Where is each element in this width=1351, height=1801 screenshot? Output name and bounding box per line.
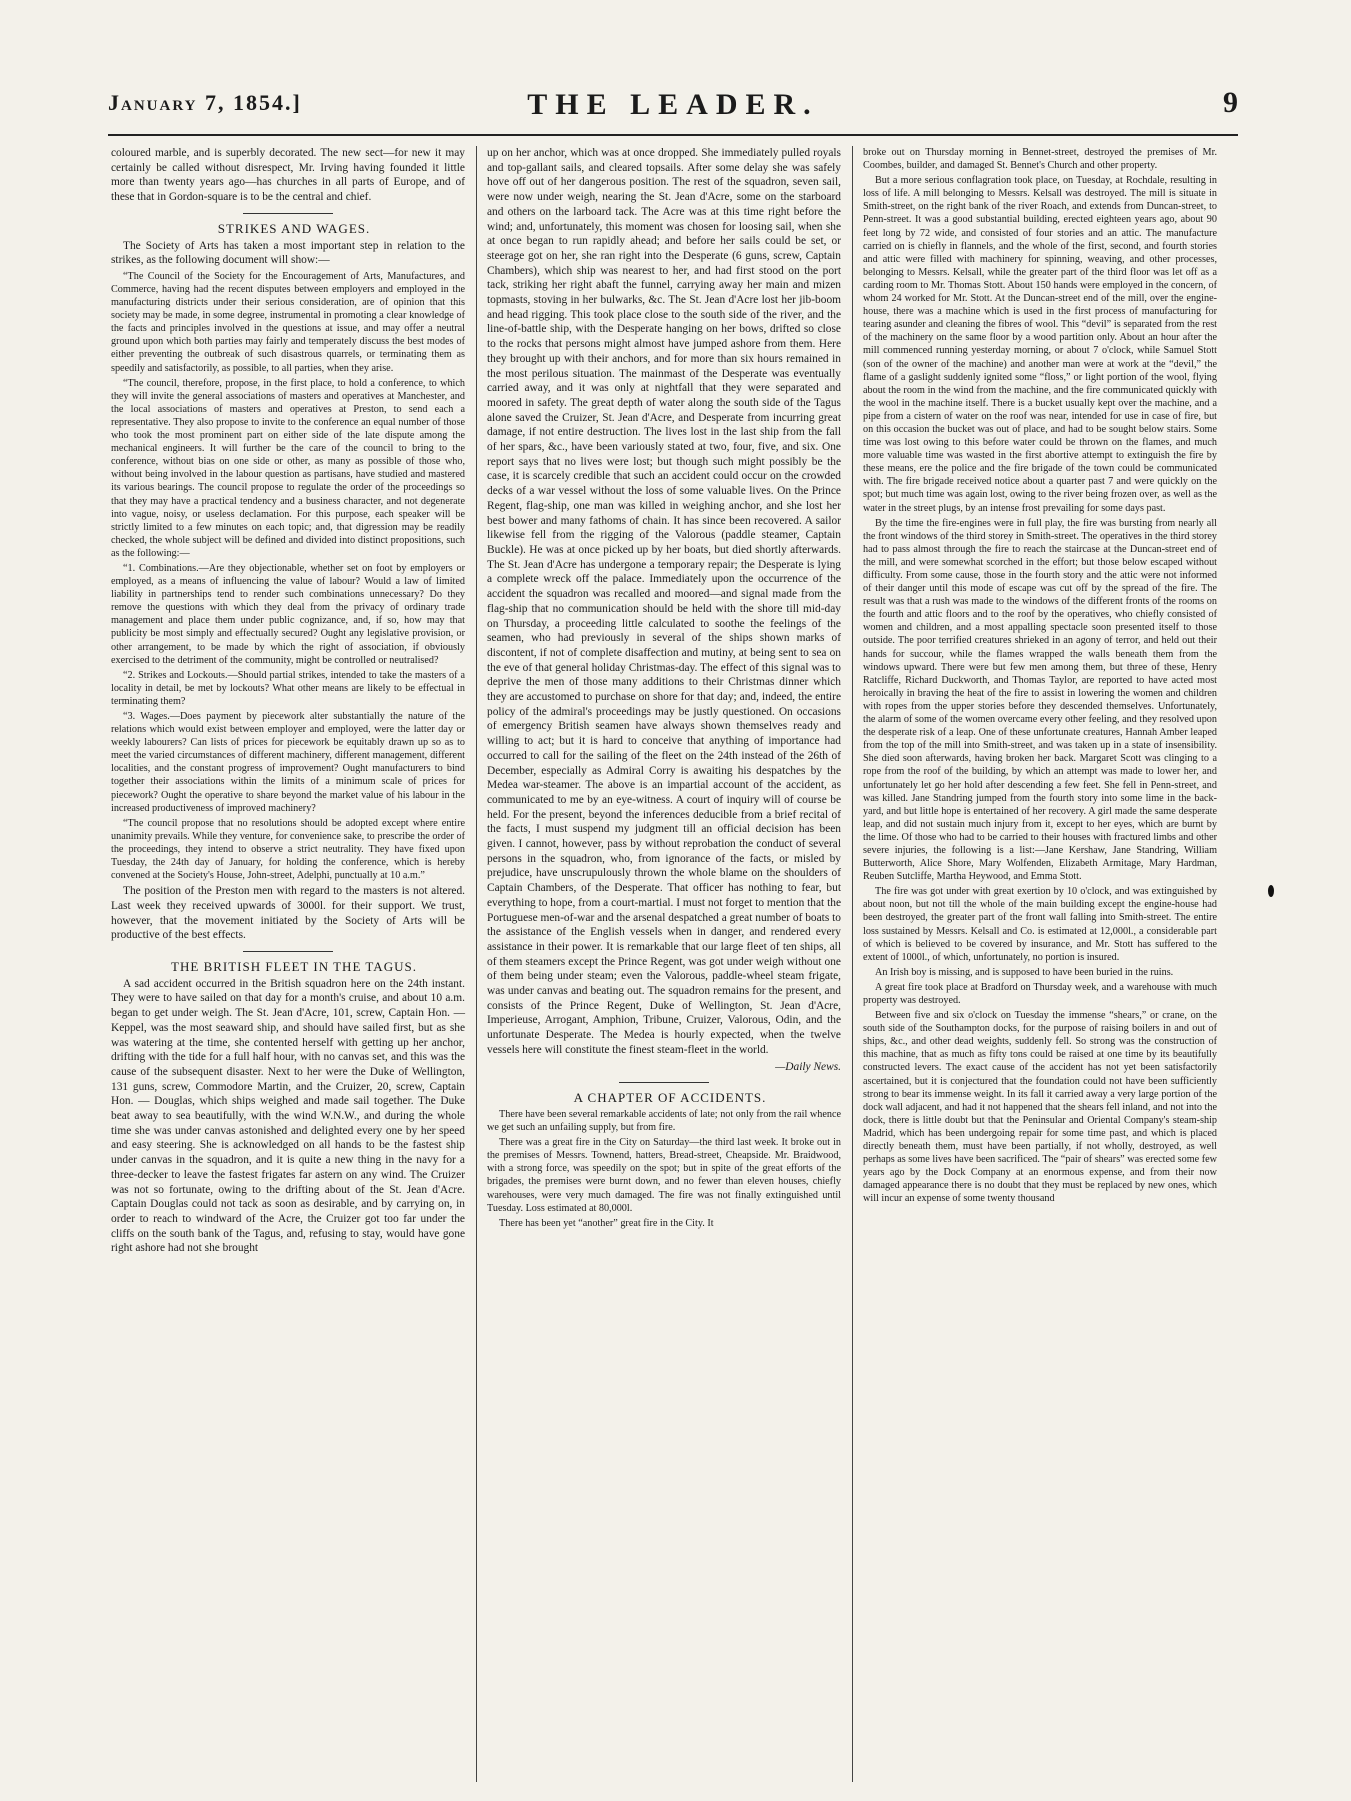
ink-blot [1268, 885, 1274, 897]
quoted-text: “The Council of the Society for the Encouragement of Arts, Manufactures, and Commerce, having had the recent disputes between employers and employed in the manufacturing districts under their serious consideration, are of opinion that this society may be made, in some degree, instrumental in promoting a clear knowledge of the facts and principles involved in the questions at issue, and may offer a neutral ground upon which both parties may fairly and temperately discuss the best modes of either preventing the outbreak of such disastrous quarrels, or terminating them as speedily and satisfactorily, as possible, to all parties, when they arise. [111, 270, 465, 374]
quoted-text: “1. Combinations.—Are they objectionable, whether set on foot by employers or employed, as a means of influencing the value of labour? Would a law of limited liability in partnerships tend to render such combinations unnecessary? Do they remove the questions with which they deal from the privacy of ordinary trade management and place them under public cognizance, and, if so, how may that publicity be most simply and effectually secured? Ought any legislative provision, or other arrangement, to be made by which the right of association, if obviously exercised to the detriment of the community, might be controlled or neutralised? [111, 562, 465, 666]
quoted-text: “3. Wages.—Does payment by piecework alter substantially the nature of the relations which would exist between employer and employed, were the latter day or weekly labourers? Can lists of prices for piecework be equitably drawn up so as to meet the varied circumstances of different machinery, different management, different localities, and the constant progress of improvement? Ought manufacturers to bind together their associations within the limits of a minimum scale of prices for piecework? Ought the operative to share beyond the market value of his labour in the increased productiveness of improved machinery? [111, 711, 465, 814]
column-divider [852, 146, 853, 1782]
quoted-text: “The council propose that no resolutions should be adopted except where entire unanimity prevails. While they venture, for convenience sake, to prescribe the order of the proceedings, they intend to observe a strict neutrality. They have fixed upon Tuesday, the 24th day of January, for holding the conference, which is hereby convened at the Society's House, John-street, Adelphi, punctually at 10 a.m.” [111, 817, 465, 882]
column-2 [487, 146, 841, 1232]
section-rule [619, 1082, 709, 1083]
quoted-text: “2. Strikes and Lockouts.—Should partial strikes, intended to take the masters of a locality in detail, be met by lockouts? What other means are likely to be effectual in terminating them? [111, 669, 465, 707]
article-text: up on her anchor, which was at once dropped. She immediately pulled royals and top-gallant sails, and cleared topsails. After some delay she was safely hove off out of her dangerous position. The rest of the squadron, seven sail, were now under weigh, nearing the St. Jean d'Acre, some on the starboard and others on the larboard tack. The Acre was at this time right before the wind; and, unfortunately, this moment was chosen for loosing sail, when she at once began to run rapidly ahead; and before her sails could be set, or steerage got on her, she ran right into the Desperate (6 guns, screw, Captain Chambers), which ship was nearest to her, and had first stood on the port tack, striking her right abaft the funnel, carrying away her main and mizen topmasts, stoving in her bulwarks, &c. The St. Jean d'Acre lost her jib-boom and head rigging. This took place close to the south side of the river, and the line-of-battle ship, with the Desperate hanging on her bows, drifted so close to the rocks that persons might almost have jumped ashore from them. Here they brought up with their anchors, and for more than six hours remained in the most perilous situation. The mainmast of the Desperate was eventually carried away, and it was only at nightfall that they were separated and moored in safety. The great depth of water along the south side of the Tagus alone saved the Cruizer, St. Jean d'Acre, and Desperate from incurring great damage, if not entire destruction. The lives lost in the last ship from the fall of her spars, &c., have been variously stated at two, four, five, and six. One report says that no lives were lost; but though such might possibly be the case, it is scarcely credible that such an accident could occur on the crowded decks of a war vessel without the loss of some valuable lives. On the Prince Regent, flag-ship, one man was killed in weighing anchor, and she lost her best bower and many fathoms of chain. It has since been recovered. A sailor likewise fell from the rigging of the Valorous (paddle steamer, Captain Buckle). He was at once picked up by her boats, but died shortly afterwards. The St. Jean d'Acre has undergone a temporary repair; the Desperate is lying a complete wreck off the palace. Immediately upon the occurrence of the accident the squadron was recalled and moored—and signal made from the flag-ship that no communication should be held with the shore till mid-day on Thursday, a proceeding little calculated to soothe the feelings of the seamen, who had previously in several of the ships shown marks of discontent, if not of complete disaffection and mutiny, at being sent to sea on the eve of that general holiday Christmas-day. The effect of this signal was to deprive the men of those many additions to their Christmas dinner which they are accustomed to purchase on shore for that day; and, indeed, the entire policy of the admiral's proceedings may be justly questioned. On occasions of emergency British seamen have always shown themselves ready and willing to act; but it is hard to conceive that anything of importance had occurred to call for the sailing of the fleet on the 24th instead of the 26th of December, especially as Admiral Corry is awaiting his despatches by the Medea war-steamer. The above is an impartial account of the accident, as communicated to me by an eye-witness. A court of inquiry will of course be held. For the present, beyond the inferences deducible from a brief recital of the facts, I must suspend my judgment till an official decision has been given. I cannot, however, pass by without reprobation the conduct of several persons in the squadron, who, from ignorance of the facts, or misled by prejudice, have unscrupulously thrown the whole blame on the shoulders of Captain Chambers, of the Desperate. That officer has nothing to fear, but everything to hope, from a court-martial. I must not forget to mention that the Portuguese men-of-war and the arsenal despatched a great number of boats to the assistance of the English vessels when in danger, and rendered every assistance in their power. It is remarkable that our large fleet of ten ships, all of them steamers except the Prince Regent, was got under weigh without one of them being under steam; even the Valorous, paddle-wheel steam frigate, was under canvas and beating out. The squadron remains for the present, and consists of the Prince Regent, Duke of Wellington, St. Jean d'Acre, Imperieuse, Arrogant, Amphion, Tribune, Cruizer, Valorous, Odin, and the unfortunate Desperate. The Medea is hourly expected, when the twelve vessels here will constitute the finest steam-fleet in the world. [487, 147, 841, 1056]
quoted-text: “The council, therefore, propose, in the first place, to hold a conference, to which they will invite the general associations of masters and operatives at Manchester, and the local associations of masters and operatives at Preston, to send each a representative. They also propose to invite to the conference an equal number of those who took the most prominent part on either side of the late dispute among the mechanical engineers. It will further be the care of the council to bring to the conference, without bias on one side or other, as many as possible of those who, without being involved in the labour question as partisans, have studied and mastered its various bearings. The council propose to regulate the order of the proceedings so that they may have a practical tendency and a business character, and not degenerate into vague, noisy, or useless declamation. For this purpose, each speaker will be strictly limited to a few minutes on each topic; and, that digression may be readily checked, the whole subject will be defined and divided into distinct propositions, such as the following:— [111, 377, 465, 559]
article-text: By the time the fire-engines were in full play, the fire was bursting from nearly all the front windows of the third storey in Smith-street. The operatives in the third storey had to pass almost through the fire to reach the staircase at the Duncan-street end of the mill, and were somewhat scorched in the effort; but those below escaped without difficulty. From some cause, those in the fourth story and the attic were not informed of their danger until this mode of escape was cut off by the spread of the fire. The result was that a rush was made to the windows of the different fronts of the rooms on the fourth and attic floors and to the roof by the operatives, who chiefly consisted of women and children, and a most appalling spectacle soon presented itself to those outside. The poor terrified creatures shrieked in an agony of terror, and held out their hands for succour, while the flames wrapped the walls beneath them from the windows upward. There were but few men among them, but three of these, Henry Ratcliffe, Richard Duckworth, and Thomas Taylor, are reported to have acted most heroically in braving the heat of the fire to assist in lowering the women and children with ropes from the upper stories before they descended themselves. Unfortunately, the alarm of some of the women overcame every other feeling, and they resolved upon the desperate risk of a leap. One of these unfortunate creatures, Hannah Amber leaped from the top of the mill into Smith-street, and was taken up in a state of insensibility. She died soon afterwards, having broken her back. Margaret Scott was clinging to a rope from the roof of the building, by which an attempt was made to lower her, and unfortunately let go her hold after descending a few feet. She fell in Penn-street, and was killed. Jane Standring jumped from the fourth story into some lime in the back-yard, and but little hope is entertained of her recovery. A girl made the same desperate leap, and did not sustain much injury from it, except to her eyes, which are burnt by the lime. Of those who had to be carried to their houses with fractured limbs and other severe injuries, the following is a list:—Jane Kershaw, Jane Standring, William Butterworth, Alice Shore, Mary Wolfenden, Elizabeth Armitage, Mary Hardman, Reuben Sutcliffe, Martha Heywood, and Emma Stott. [863, 517, 1217, 883]
article-text: An Irish boy is missing, and is supposed to have been buried in the ruins. [875, 966, 1174, 978]
article-text: There has been yet “another” great fire in the City. It [499, 1217, 714, 1229]
page-number: 9 [1223, 86, 1238, 119]
masthead-rule [108, 134, 1238, 136]
article-text: coloured marble, and is superbly decorated. The new sect—for new it may certainly be called without disrespect, Mr. Irving having founded it little more than twenty years ago—has churches in all parts of Europe, and of these that in Gordon-square is to be the central and chief. [111, 147, 465, 204]
article-text: The Society of Arts has taken a most important step in relation to the strikes, as the following document will show:— [111, 239, 465, 267]
newspaper-title: THE LEADER. [527, 88, 819, 121]
article-text: broke out on Thursday morning in Bennet-street, destroyed the premises of Mr. Coombes, builder, and damaged St. Bennet's Church and other property. [863, 147, 1217, 172]
article-text: Between five and six o'clock on Tuesday the immense “shears,” or crane, on the south side of the Southampton docks, for the purpose of raising boilers in and out of ships, &c., and other dead weights, suddenly fell. So strong was the construction of this machine, that as much as fifty tons could be raised at one time by its beautifully constructed levers. The exact cause of the accident has not yet been satisfactorily ascertained, but it is conjectured that the foundation could not have been sufficiently strong to bear its immense weight. In its fall it carried away a very large portion of the dock wall adjacent, and had it not happened that the shears fell inland, and not into the dock, there is little doubt but that the Peninsular and Oriental Company's steam-ship Madrid, which has been undergoing repair for some time past, and which is placed directly beneath them, must have been partially, if not wholly, destroyed, as well perhaps as some lives have been sacrificed. The “pair of shears” was erected some few years ago by the Dock Company at an enormous expense, and from their now damaged appearance there is no doubt that they must be replaced by new ones, which will incur an expense of some twenty thousand [863, 1010, 1217, 1205]
issue-date: January 7, 1854.] [108, 90, 302, 115]
column-divider [476, 146, 477, 1782]
article-text: A great fire took place at Bradford on Thursday week, and a warehouse with much property was destroyed. [863, 981, 1217, 1006]
section-rule [243, 951, 333, 952]
article-text: There have been several remarkable accidents of late; not only from the rail whence we get such an unfailing supply, but from fire. [487, 1109, 841, 1134]
column-1 [111, 146, 465, 1258]
section-rule [243, 213, 333, 214]
article-text: There was a great fire in the City on Saturday—the third last week. It broke out in the premises of Messrs. Townend, hatters, Bread-street, Cheapside. Mr. Braidwood, with a strong force, was speedily on the spot; but in spite of the great efforts of the brigades, the premises were burnt down, and no fewer than eleven houses, chiefly warehouses, were very much damaged. The fire was not finally extinguished until Tuesday. Loss estimated at 80,000l. [487, 1137, 841, 1214]
section-heading-strikes: STRIKES AND WAGES. [217, 220, 371, 236]
section-heading-fleet: THE BRITISH FLEET IN THE TAGUS. [171, 959, 417, 975]
article-text: But a more serious conflagration took place, on Tuesday, at Rochdale, resulting in loss of life. A mill belonging to Messrs. Kelsall was destroyed. The mill is situate in Smith-street, on the right bank of the river Roach, and extends from Duncan-street, to Penn-street. It was a good substantial building, erected eighteen years ago, about 90 feet long by 72 wide, and consisted of four stories and an attic. The manufacture carried on is chiefly in flannels, and the whole of the first, second, and fourth stories and attic were filled with machinery for spinning, weaving, and other processes, belonging to Messrs. Kelsall, while the greater part of the third floor was let off as a carding room to Mr. Thomas Stott. About 150 hands were employed in the concern, of whom 24 worked for Mr. Stott. At the Duncan-street end of the mill, over the engine-house, there was a machine which is used in the first process of manufacturing for tearing asunder and cleaning the fibres of wool. This “devil” is separated from the rest of the machinery on the same floor by a wood partition only. About an hour after the mill commenced running yesterday morning, or about 7 o'clock, while Samuel Stott (son of the owner of the machine) and another man were at work at the “devil,” the flame of a gaslight suddenly ignited some “floss,” or light portion of the wool, flying about the room in the wind from the machine, and the fire communicated quickly with the wool in the machine itself. There is a bucket usually kept over the machine, and a pipe from a cistern of water on the roof was near, intended for use in case of fire, but on this occasion the bucket was out of place, and had to be sought below stairs. Some time was lost owing to this before water could be thrown on the flames, and much more valuable time was wasted in the first abortive attempt to extinguish the fire by these means, ere the police and the fire brigade of the town could be communicated with. The fire brigade received notice about a quarter past 7 and were quickly on the spot; but much time was again lost, owing to the river being frozen over, as well as the water in the street plugs, by an intense frost prevailing for some days past. [863, 175, 1217, 514]
article-text: The position of the Preston men with regard to the masters is not altered. Last week they received upwards of 3000l. for their support. We trust, however, that the movement initiated by the Society of Arts will be productive of the best effects. [111, 885, 465, 942]
article-byline: —Daily News. [775, 1060, 841, 1073]
section-heading-accidents: A CHAPTER OF ACCIDENTS. [573, 1090, 767, 1106]
column-3 [863, 146, 1217, 1208]
article-text: The fire was got under with great exertion by 10 o'clock, and was extinguished by about noon, but not till the whole of the main building except the engine-house had been destroyed, the greater part of the front wall falling into Smith-street. The entire loss sustained by Messrs. Kelsall and Co. is estimated at 12,000l., a considerable part of which is believed to be covered by insurance, and Mr. Stott has suffered to the extent of 1000l., of which, unfortunately, no portion is insured. [863, 886, 1217, 963]
masthead [108, 88, 1238, 132]
article-text: A sad accident occurred in the British squadron here on the 24th instant. They were to have sailed on that day for a month's cruise, and about 10 a.m. began to get under weigh. The St. Jean d'Acre, 101, screw, Captain Hon. — Keppel, was the most seaward ship, and should have sailed first, but as she was watering at the time, she contented herself with getting up her anchor, drifting with the tide for a full half hour, with no canvas set, and this was the cause of the subsequent disaster. Next to her were the Duke of Wellington, 131 guns, screw, Commodore Martin, and the Cruizer, 20, screw, Captain Hon. — Douglas, which ships weighed and made sail together. The Duke beat away to sea beautifully, with the wind W.N.W., and during the whole time she was under canvas astonished and delighted every one by her speed and easy steering. She is acknowledged on all hands to be the fastest ship under canvas in the squadron, and it is quite a new thing in the navy for a three-decker to leave the fastest frigates far astern on any wind. The Cruizer was not so fortunate, owing to the drifting about of the St. Jean d'Acre. Captain Douglas could not tack as soon as desirable, and by carrying on, in order to reach to windward of the Acre, the Cruizer got too far under the cliffs on the south bank of the Tagus, and, refusing to stay, would have gone right ashore had not she brought [111, 977, 465, 1255]
